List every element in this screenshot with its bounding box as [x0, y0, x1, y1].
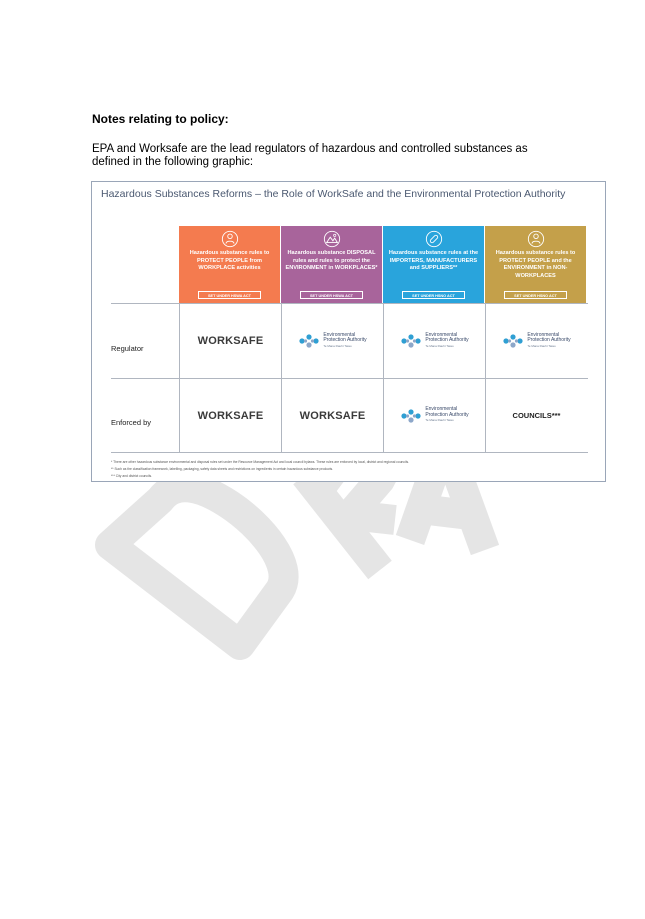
- graphic-title: Hazardous Substances Reforms – the Role of WorkSafe and the Environmental Protection Authority: [101, 188, 566, 200]
- epa-name-line2: Protection Authority: [323, 337, 367, 344]
- environment-icon: [323, 230, 341, 248]
- column-workplace-environment: [281, 226, 382, 303]
- epa-logo: [298, 333, 366, 350]
- councils-label: COUNCILS***: [512, 411, 561, 420]
- epa-logo: [400, 333, 468, 350]
- worksafe-logo: WORKSAFE: [197, 409, 264, 422]
- enforced-cell: [282, 379, 383, 452]
- epa-name-line1: Environmental: [527, 331, 560, 338]
- epa-name-line1: Environmental: [425, 406, 458, 413]
- column-workplace-people: [179, 226, 280, 303]
- capsule-icon: [425, 230, 443, 248]
- epa-maori-name: Te Mana Rauhī Taiao: [323, 343, 352, 348]
- epa-logo: [400, 407, 468, 424]
- hsno-button[interactable]: SET UNDER HSNO ACT: [504, 291, 567, 299]
- footnote: *** City and district councils.: [111, 474, 153, 478]
- regulator-cell: [282, 304, 383, 378]
- regulator-cell: [180, 304, 281, 378]
- column-text: Hazardous substance rules at the IMPORTERS, MANUFACTURERS and SUPPLIERS**: [388, 250, 479, 271]
- epa-mark-icon: [400, 408, 422, 424]
- worksafe-logo: WORKSAFE: [299, 409, 366, 422]
- enforced-by-label: Enforced by: [111, 418, 152, 427]
- epa-name-line1: Environmental: [323, 331, 356, 338]
- hswa-button[interactable]: SET UNDER HSWA ACT: [300, 291, 363, 299]
- notes-heading: Notes relating to policy:: [92, 112, 229, 126]
- person-icon: [221, 230, 239, 248]
- column-importers: [383, 226, 484, 303]
- footnote: ** Such as the classification framework, labelling, packaging, safety data sheets and restrictions on ingredients in certain hazardous substance products.: [111, 467, 334, 471]
- epa-name-line2: Protection Authority: [527, 337, 571, 344]
- epa-logo: [502, 333, 570, 350]
- worksafe-logo: WORKSAFE: [197, 335, 264, 347]
- intro-paragraph: EPA and Worksafe are the lead regulators of hazardous and controlled substances as defined in the following graphic:: [92, 143, 528, 168]
- epa-name-line2: Protection Authority: [425, 411, 469, 418]
- epa-maori-name: Te Mana Rauhī Taiao: [527, 343, 556, 348]
- enforced-cell: [384, 379, 485, 452]
- regulators-graphic: [91, 181, 606, 482]
- hsno-button[interactable]: SET UNDER HSNO ACT: [402, 291, 465, 299]
- epa-mark-icon: [502, 333, 524, 349]
- epa-maori-name: Te Mana Rauhī Taiao: [425, 418, 454, 423]
- regulator-cell: [384, 304, 485, 378]
- epa-name-line1: Environmental: [425, 331, 458, 338]
- column-text: Hazardous substance rules to PROTECT PEOPLE and the ENVIRONMENT in NON-WORKPLACES: [495, 250, 576, 279]
- column-text: Hazardous substance rules to PROTECT PEOPLE from WORKPLACE activities: [189, 250, 270, 271]
- enforced-cell: [180, 379, 281, 452]
- footnote: * There are other hazardous substance environmental and disposal rules set under the Resource Management Act and local council bylaws. These rules are enforced by local, district and regional councils.: [111, 460, 410, 464]
- enforced-cell: [486, 379, 587, 452]
- column-non-workplaces: [485, 226, 586, 303]
- regulator-label: Regulator: [111, 344, 144, 353]
- row-divider: [111, 452, 588, 453]
- epa-name-line2: Protection Authority: [425, 337, 469, 344]
- regulator-cell: [486, 304, 587, 378]
- person-icon: [527, 230, 545, 248]
- column-text: Hazardous substance DISPOSAL rules and rules to protect the ENVIRONMENT in WORKPLACES*: [285, 250, 378, 271]
- epa-mark-icon: [400, 333, 422, 349]
- hswa-button[interactable]: SET UNDER HSWA ACT: [198, 291, 261, 299]
- epa-mark-icon: [298, 333, 320, 349]
- epa-maori-name: Te Mana Rauhī Taiao: [425, 343, 454, 348]
